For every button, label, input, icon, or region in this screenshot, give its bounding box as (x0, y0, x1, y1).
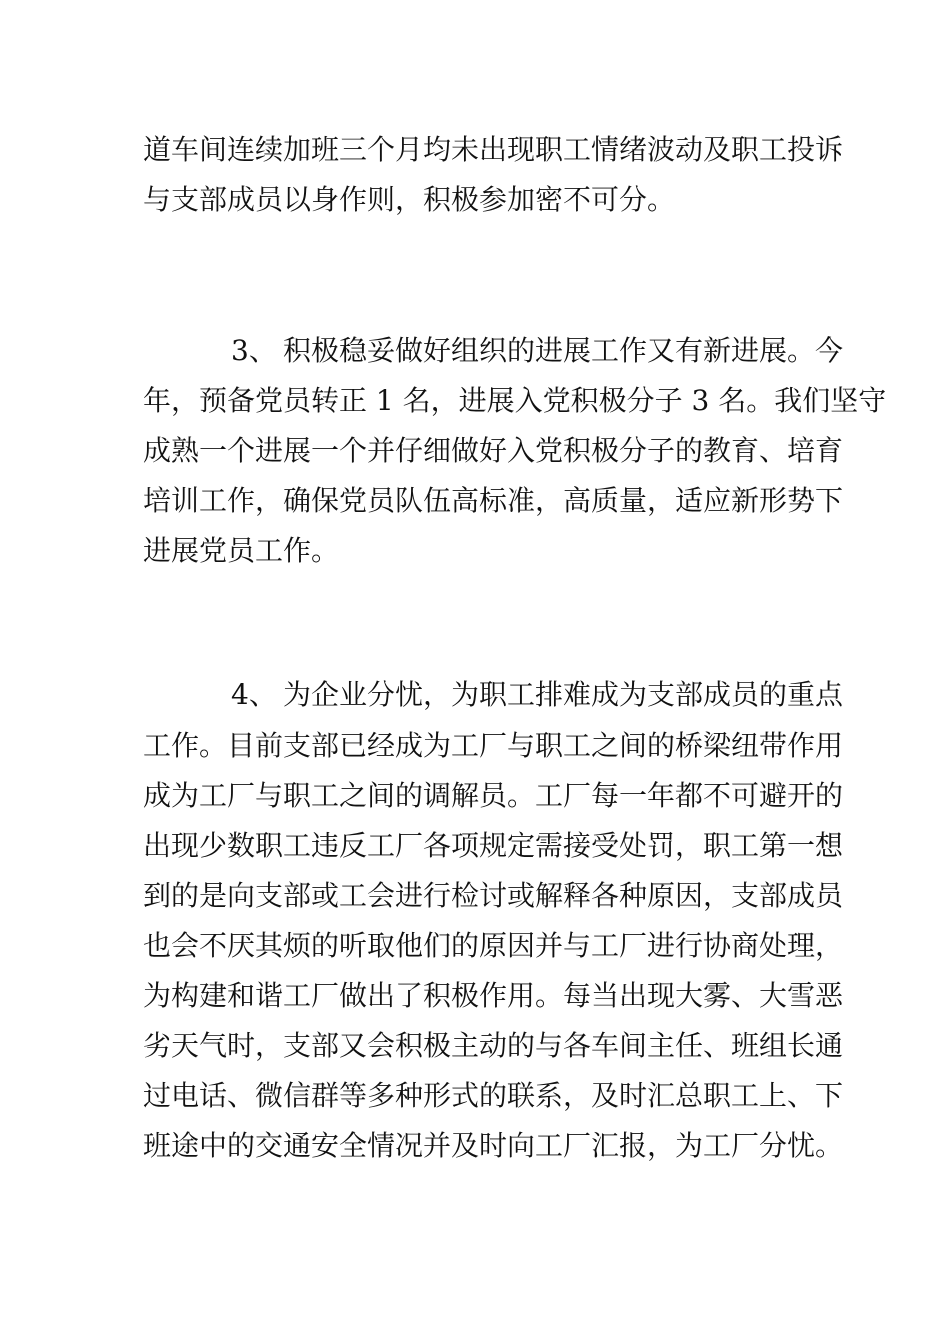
text-line: 与支部成员以身作则，积极参加密不可分。 (143, 183, 676, 216)
paragraph-1-line-1 (0, 130, 950, 170)
paragraph-2-line-4 (0, 481, 950, 521)
text-line: 成为工厂与职工之间的调解员。工厂每一年都不可避开的 (143, 779, 844, 812)
text-line: 也会不厌其烦的听取他们的原因并与工厂进行协商处理， (143, 929, 844, 962)
text-line: 过电话、微信群等多种形式的联系，及时汇总职工上、下 (143, 1079, 844, 1112)
paragraph-3-line-2 (0, 726, 950, 766)
paragraph-3-line-9 (0, 1076, 950, 1116)
paragraph-2-line-5 (0, 531, 950, 571)
paragraph-3-line-7 (0, 976, 950, 1016)
paragraph-3-line-5 (0, 876, 950, 916)
paragraph-3-line-4 (0, 826, 950, 866)
paragraph-2-line-3 (0, 431, 950, 471)
text-line: 为企业分忧，为职工排难成为支部成员的重点 (283, 678, 844, 711)
text-line: 年，预备党员转正 1 名，进展入党积极分子 3 名。我们坚守 (143, 384, 887, 417)
text-line: 成熟一个进展一个并仔细做好入党积极分子的教育、培育 (143, 434, 844, 467)
paragraph-2-line-1 (0, 331, 950, 371)
text-line: 积极稳妥做好组织的进展工作又有新进展。今 (283, 334, 844, 367)
text-line: 为构建和谐工厂做出了积极作用。每当出现大雾、大雪恶 (143, 979, 844, 1012)
text-line: 道车间连续加班三个月均未出现职工情绪波动及职工投诉 (143, 133, 844, 166)
text-line: 进展党员工作。 (143, 534, 340, 567)
item-number: 4、 (231, 678, 277, 711)
text-line: 到的是向支部或工会进行检讨或解释各种原因，支部成员 (143, 879, 844, 912)
text-line: 班途中的交通安全情况并及时向工厂汇报，为工厂分忧。 (143, 1129, 844, 1162)
paragraph-2-line-2 (0, 381, 950, 421)
text-line: 出现少数职工违反工厂各项规定需接受处罚，职工第一想 (143, 829, 844, 862)
paragraph-3-line-10 (0, 1126, 950, 1166)
text-line: 工作。目前支部已经成为工厂与职工之间的桥梁纽带作用 (143, 729, 844, 762)
item-number: 3、 (231, 334, 277, 367)
paragraph-3-line-3 (0, 776, 950, 816)
paragraph-3-line-6 (0, 926, 950, 966)
paragraph-3-line-1 (0, 675, 950, 715)
text-line: 培训工作，确保党员队伍高标准，高质量，适应新形势下 (143, 484, 844, 517)
paragraph-3-line-8 (0, 1026, 950, 1066)
text-line: 劣天气时，支部又会积极主动的与各车间主任、班组长通 (143, 1029, 844, 1062)
paragraph-1-line-2 (0, 180, 950, 220)
